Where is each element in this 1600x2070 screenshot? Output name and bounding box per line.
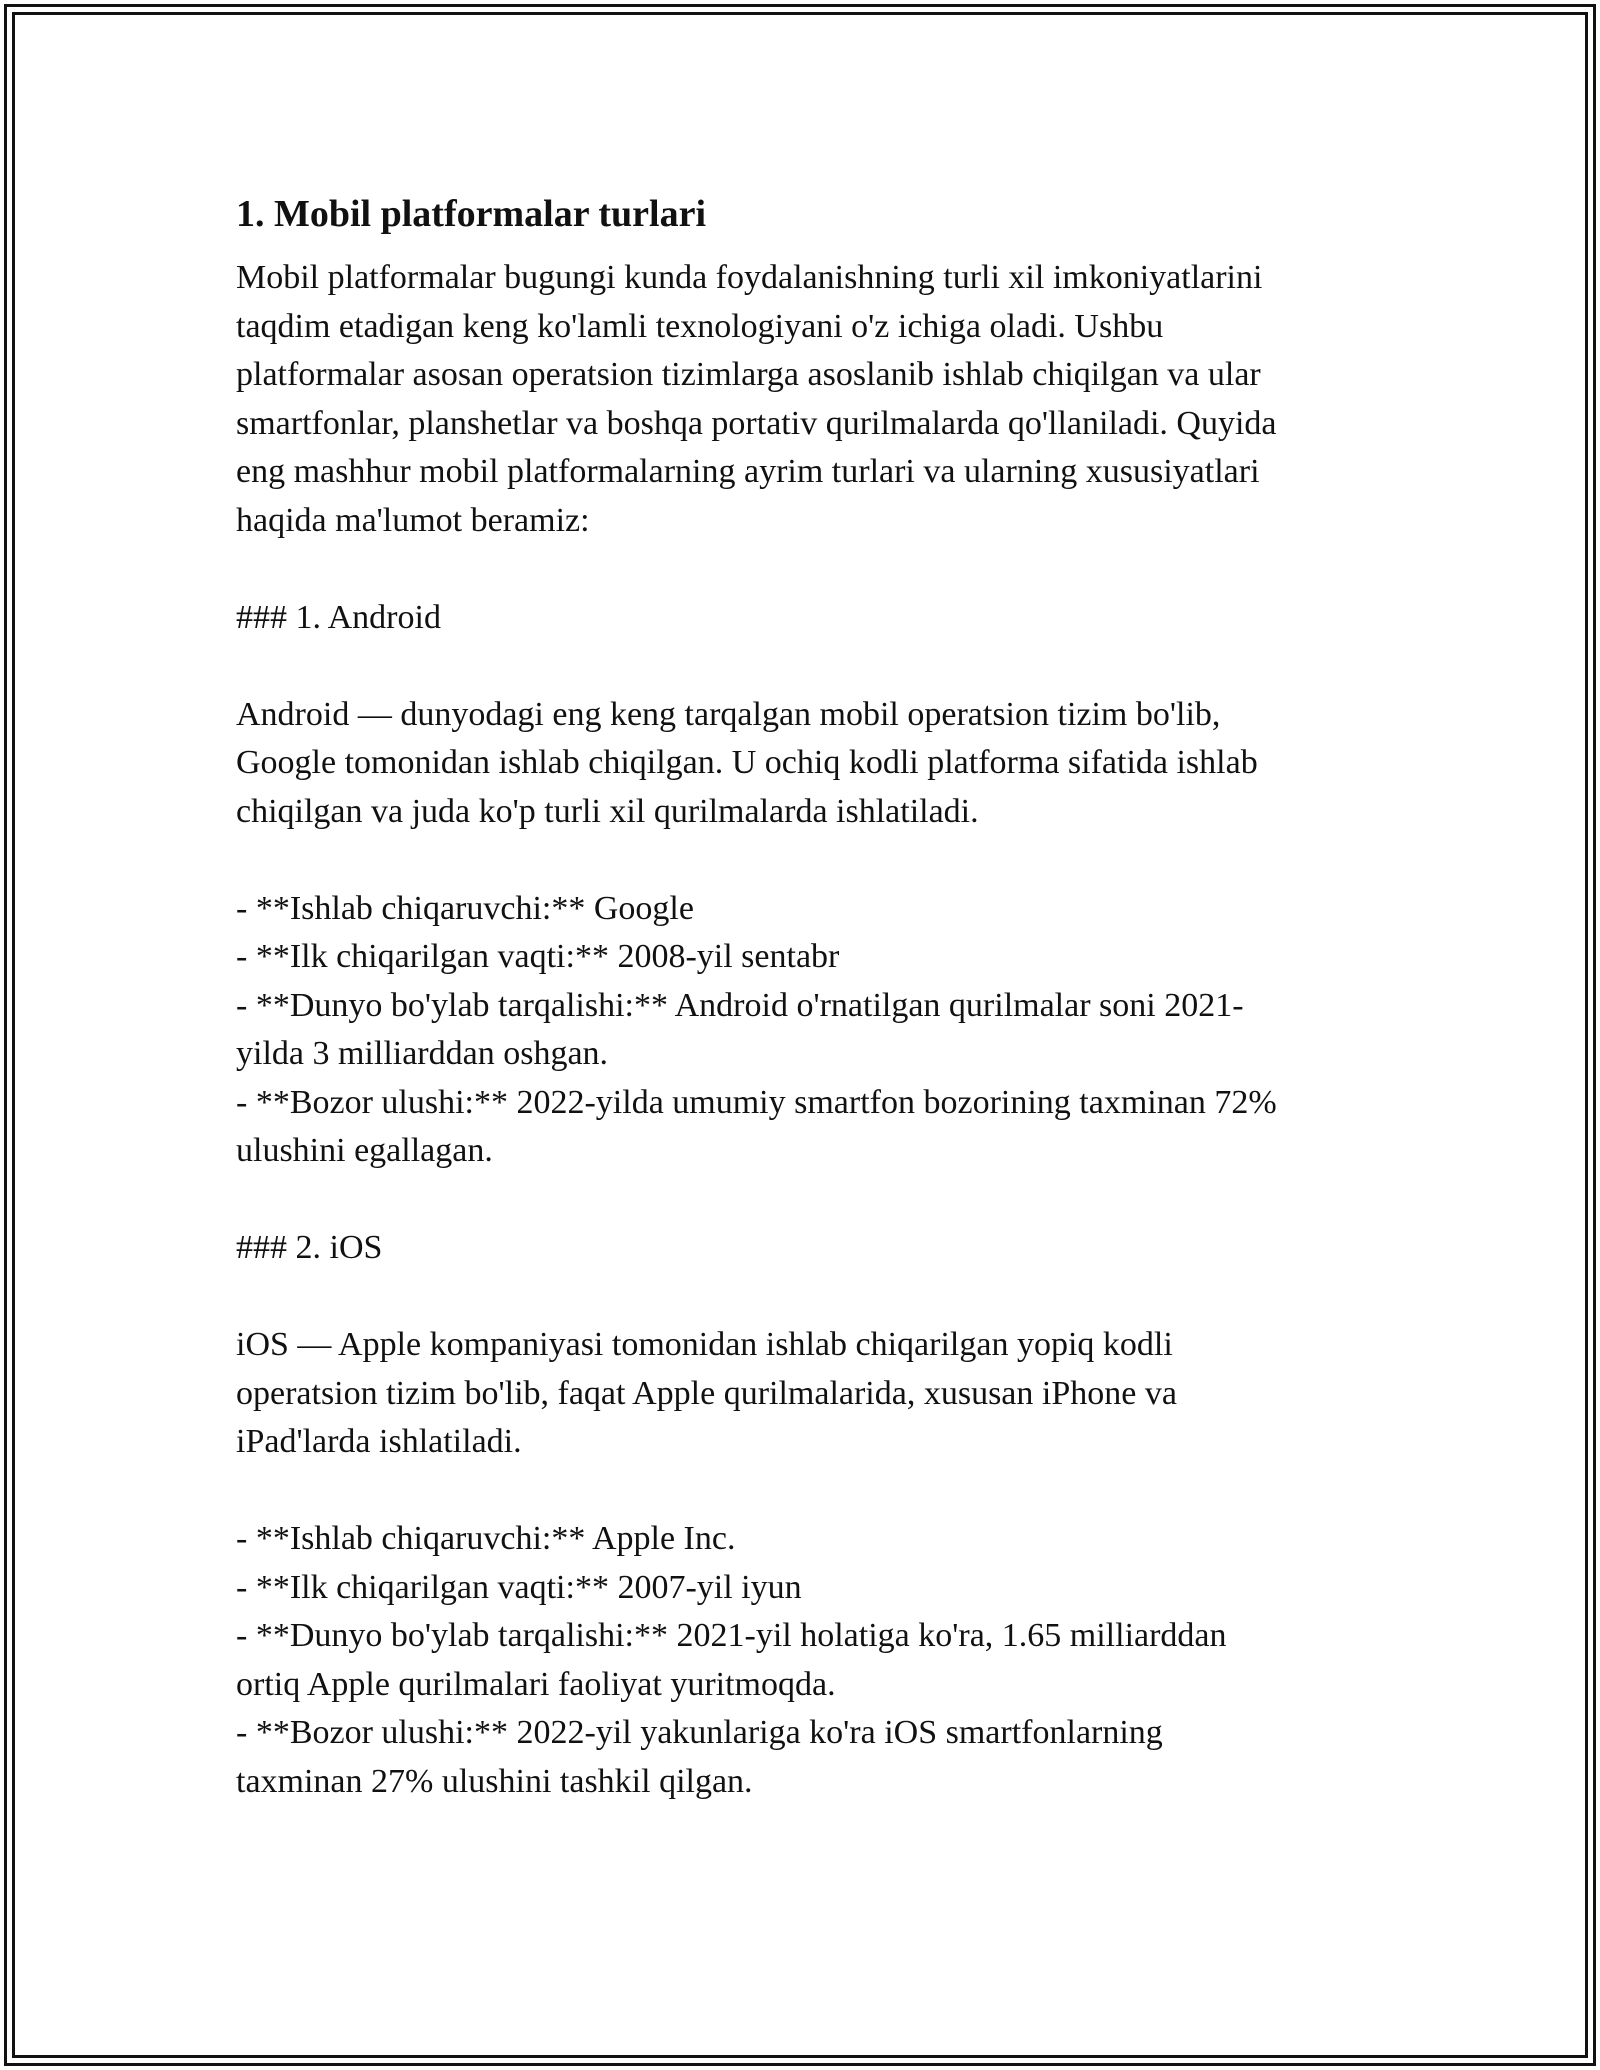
android-item-developer: - **Ishlab chiqaruvchi:** Google: [236, 889, 694, 927]
page-title: 1. Mobil platformalar turlari: [236, 193, 707, 235]
document-body: [236, 186, 1366, 1806]
ios-heading: ### 2. iOS: [236, 1229, 383, 1266]
android-heading: ### 1. Android: [236, 598, 441, 636]
ios-item-market-share: - **Bozor ulushi:** 2022-yil yakunlariga ko'ra iOS smartfonlarning taxminan 27% ulushini tashkil qilgan.: [236, 1714, 1163, 1800]
ios-item-developer: - **Ishlab chiqaruvchi:** Apple Inc.: [236, 1520, 736, 1557]
android-section: [236, 594, 1366, 1176]
ios-section: [236, 1224, 1366, 1806]
ios-item-release: - **Ilk chiqarilgan vaqti:** 2007-yil iyun: [236, 1568, 802, 1606]
ios-description: iOS — Apple kompaniyasi tomonidan ishlab chiqarilgan yopiq kodli operatsion tizim bo'lib, faqat Apple qurilmalarida, xususan iPhone va iPad'larda ishlatiladi.: [236, 1326, 1177, 1460]
android-description: Android — dunyodagi eng keng tarqalgan mobil operatsion tizim bo'lib, Google tomonidan ishlab chiqilgan. U ochiq kodli platforma sifatida ishlab chiqilgan va juda ko'p turli xil qurilmalarda ishlatiladi.: [236, 695, 1258, 830]
android-item-release: - **Ilk chiqarilgan vaqti:** 2008-yil sentabr: [236, 938, 840, 975]
intro-paragraph: Mobil platformalar bugungi kunda foydalanishning turli xil imkoniyatlarini taqdim etadigan keng ko'lamli texnologiyani o'z ichiga oladi. Ushbu platformalar asosan operatsion tizimlarga asoslanib ishlab chiqilgan va ular smartfonlar, planshetlar va boshqa portativ qurilmalarda qo'llaniladi. Quyida eng mashhur mobil platformalarning ayrim turlari va ularning xususiyatlari haqida ma'lumot beramiz:: [236, 259, 1277, 539]
android-item-distribution: - **Dunyo bo'ylab tarqalishi:** Android o'rnatilgan qurilmalar soni 2021- yilda 3 milliarddan oshgan.: [236, 986, 1244, 1072]
android-item-market-share: - **Bozor ulushi:** 2022-yilda umumiy smartfon bozorining taxminan 72% ulushini egallagan.: [236, 1083, 1277, 1169]
ios-item-distribution: - **Dunyo bo'ylab tarqalishi:** 2021-yil holatiga ko'ra, 1.65 milliarddan ortiq Apple qurilmalari faoliyat yuritmoqda.: [236, 1617, 1227, 1703]
